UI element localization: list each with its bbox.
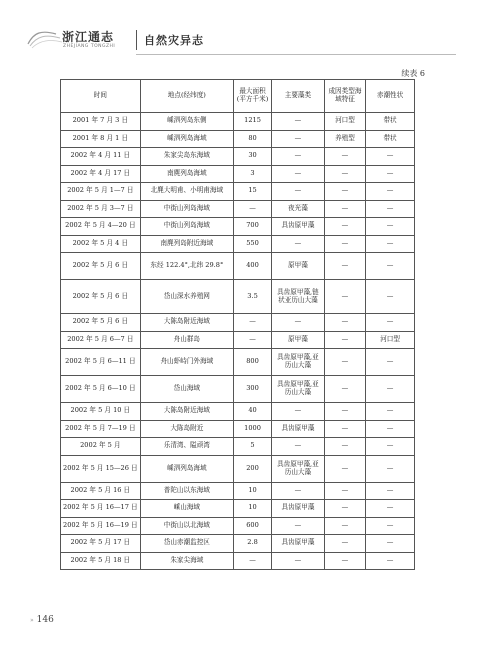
table-body	[61, 113, 415, 570]
cell-area: 700	[234, 218, 272, 236]
cell-species: 原甲藻	[272, 331, 325, 349]
cell-cause-type: —	[324, 280, 365, 314]
cell-location: 嵊泗列岛东侧	[140, 113, 233, 131]
cell-character: —	[366, 218, 415, 236]
logo-subtitle: ZHEJIANG TONGZHI	[63, 44, 116, 49]
cell-location: 中街山以北海域	[140, 517, 233, 535]
cell-date: 2002 年 5 月 4 日	[61, 235, 141, 253]
cell-species: 具齿原甲藻,亚历山大藻	[272, 376, 325, 403]
cell-character: —	[366, 200, 415, 218]
cell-species: 具齿原甲藻,亚历山大藻	[272, 455, 325, 482]
page-arrow-icon: »	[30, 617, 34, 624]
table-row	[61, 148, 415, 166]
cell-character: —	[366, 500, 415, 518]
cell-area: 3	[234, 165, 272, 183]
cell-species: 具齿原甲藻	[272, 535, 325, 553]
cell-cause-type: —	[324, 517, 365, 535]
cell-area: 550	[234, 235, 272, 253]
cell-cause-type: —	[324, 165, 365, 183]
table-row	[61, 314, 415, 332]
table-row	[61, 376, 415, 403]
cell-species: 具齿原甲藻	[272, 218, 325, 236]
cell-cause-type: —	[324, 535, 365, 553]
cell-species: —	[272, 517, 325, 535]
cell-species: 具齿原甲藻	[272, 500, 325, 518]
page-footer	[30, 615, 54, 625]
table-header-row	[61, 80, 415, 113]
cell-cause-type: —	[324, 148, 365, 166]
cell-character: —	[366, 517, 415, 535]
table-row	[61, 235, 415, 253]
table-row	[61, 130, 415, 148]
cell-character: 河口型	[366, 331, 415, 349]
cell-character: —	[366, 183, 415, 201]
cell-area: 600	[234, 517, 272, 535]
cell-species: —	[272, 552, 325, 570]
cell-date: 2001 年 8 月 1 日	[61, 130, 141, 148]
header-divider	[136, 30, 137, 50]
table-row	[61, 552, 415, 570]
cell-location: 中街山列岛海域	[140, 218, 233, 236]
cell-character: —	[366, 235, 415, 253]
logo-wave-icon	[26, 26, 64, 50]
cell-species: —	[272, 183, 325, 201]
cell-species: —	[272, 235, 325, 253]
cell-location: 乐清湾、隘顽湾	[140, 438, 233, 456]
table-row	[61, 218, 415, 236]
cell-area: 800	[234, 349, 272, 376]
cell-date: 2002 年 5 月	[61, 438, 141, 456]
cell-date: 2002 年 4 月 17 日	[61, 165, 141, 183]
cell-date: 2001 年 7 月 3 日	[61, 113, 141, 131]
cell-cause-type: —	[324, 438, 365, 456]
cell-character: —	[366, 535, 415, 553]
cell-date: 2002 年 5 月 6—7 日	[61, 331, 141, 349]
cell-cause-type: —	[324, 218, 365, 236]
table-row	[61, 349, 415, 376]
cell-area: 10	[234, 500, 272, 518]
table-row	[61, 438, 415, 456]
header-rule	[136, 54, 456, 55]
cell-species: 夜光藻	[272, 200, 325, 218]
cell-date: 2002 年 5 月 6 日	[61, 280, 141, 314]
table-row	[61, 253, 415, 280]
cell-location: 中街山列岛海域	[140, 200, 233, 218]
cell-area: 40	[234, 403, 272, 421]
cell-area: 1000	[234, 420, 272, 438]
cell-date: 2002 年 5 月 17 日	[61, 535, 141, 553]
cell-character: —	[366, 455, 415, 482]
cell-cause-type: —	[324, 253, 365, 280]
cell-cause-type: —	[324, 183, 365, 201]
col-header-date: 时间	[61, 80, 141, 113]
cell-area: 300	[234, 376, 272, 403]
cell-character: —	[366, 165, 415, 183]
volume-title: 自然灾异志	[144, 34, 204, 47]
cell-date: 2002 年 5 月 16—19 日	[61, 517, 141, 535]
cell-character: —	[366, 349, 415, 376]
table-row	[61, 500, 415, 518]
cell-location: 东经 122.4°,北纬 29.8°	[140, 253, 233, 280]
table-row	[61, 482, 415, 500]
cell-location: 南麂列岛海域	[140, 165, 233, 183]
table-row	[61, 535, 415, 553]
cell-date: 2002 年 5 月 4—20 日	[61, 218, 141, 236]
cell-character: —	[366, 482, 415, 500]
cell-location: 大陈岛附近	[140, 420, 233, 438]
cell-species: —	[272, 130, 325, 148]
table-continuation-label: 续表 6	[401, 69, 425, 78]
table-row	[61, 165, 415, 183]
cell-date: 2002 年 5 月 18 日	[61, 552, 141, 570]
cell-area: 3.5	[234, 280, 272, 314]
cell-location: 大陈岛附近海域	[140, 314, 233, 332]
col-header-species: 主要藻类	[272, 80, 325, 113]
cell-cause-type: —	[324, 200, 365, 218]
cell-character: —	[366, 280, 415, 314]
cell-character: 带状	[366, 113, 415, 131]
cell-location: 嵊泗列岛海域	[140, 455, 233, 482]
cell-date: 2002 年 5 月 6—11 日	[61, 349, 141, 376]
cell-character: —	[366, 314, 415, 332]
cell-area: 10	[234, 482, 272, 500]
cell-species: 原甲藻	[272, 253, 325, 280]
cell-area: 5	[234, 438, 272, 456]
cell-species: —	[272, 314, 325, 332]
cell-character: —	[366, 253, 415, 280]
cell-cause-type: —	[324, 403, 365, 421]
cell-date: 2002 年 5 月 1—7 日	[61, 183, 141, 201]
cell-species: 具齿原甲藻,亚历山大藻	[272, 349, 325, 376]
cell-species: —	[272, 482, 325, 500]
cell-character: —	[366, 420, 415, 438]
col-header-character: 赤潮性状	[366, 80, 415, 113]
cell-cause-type: —	[324, 349, 365, 376]
cell-area: 30	[234, 148, 272, 166]
cell-date: 2002 年 5 月 16 日	[61, 482, 141, 500]
cell-cause-type: —	[324, 420, 365, 438]
red-tide-table	[60, 79, 415, 570]
cell-character: —	[366, 552, 415, 570]
table-row	[61, 183, 415, 201]
cell-date: 2002 年 5 月 15—26 日	[61, 455, 141, 482]
col-header-location: 地点(经纬度)	[140, 80, 233, 113]
cell-cause-type: —	[324, 455, 365, 482]
cell-species: —	[272, 165, 325, 183]
cell-character: —	[366, 438, 415, 456]
cell-location: 普陀山以东海域	[140, 482, 233, 500]
cell-location: 朱家尖岛东海域	[140, 148, 233, 166]
cell-species: 具齿原甲藻	[272, 420, 325, 438]
cell-species: —	[272, 148, 325, 166]
table-row	[61, 280, 415, 314]
table-row	[61, 420, 415, 438]
cell-date: 2002 年 5 月 6 日	[61, 253, 141, 280]
cell-area: 1215	[234, 113, 272, 131]
cell-area: 80	[234, 130, 272, 148]
col-header-area: 最大面积(平方千米)	[234, 80, 272, 113]
cell-location: 嵊泗列岛海域	[140, 130, 233, 148]
cell-location: 大陈岛附近海域	[140, 403, 233, 421]
cell-area: 200	[234, 455, 272, 482]
cell-location: 岱山深水养殖网	[140, 280, 233, 314]
cell-cause-type: —	[324, 376, 365, 403]
cell-cause-type: 养殖型	[324, 130, 365, 148]
cell-cause-type: —	[324, 500, 365, 518]
cell-location: 岱山海域	[140, 376, 233, 403]
cell-species: —	[272, 403, 325, 421]
cell-date: 2002 年 5 月 6 日	[61, 314, 141, 332]
col-header-cause-type: 成因类型海域特征	[324, 80, 365, 113]
cell-date: 2002 年 5 月 7—19 日	[61, 420, 141, 438]
cell-date: 2002 年 5 月 10 日	[61, 403, 141, 421]
cell-character: 带状	[366, 130, 415, 148]
cell-species: —	[272, 113, 325, 131]
cell-character: —	[366, 148, 415, 166]
cell-cause-type: —	[324, 482, 365, 500]
cell-area: —	[234, 331, 272, 349]
table-row	[61, 517, 415, 535]
page-number: 146	[36, 615, 54, 625]
cell-location: 舟山虾峙门外海域	[140, 349, 233, 376]
table-row	[61, 331, 415, 349]
cell-cause-type: —	[324, 552, 365, 570]
cell-date: 2002 年 4 月 11 日	[61, 148, 141, 166]
cell-location: 岱山赤潮监控区	[140, 535, 233, 553]
cell-area: 15	[234, 183, 272, 201]
cell-area: —	[234, 200, 272, 218]
cell-species: 具齿原甲藻,链状亚历山大藻	[272, 280, 325, 314]
cell-area: —	[234, 552, 272, 570]
cell-location: 北麂大明甫、小明甫海域	[140, 183, 233, 201]
cell-date: 2002 年 5 月 6—10 日	[61, 376, 141, 403]
cell-cause-type: —	[324, 331, 365, 349]
cell-character: —	[366, 403, 415, 421]
page-header	[26, 24, 456, 58]
cell-location: 朱家尖海域	[140, 552, 233, 570]
table-row	[61, 403, 415, 421]
cell-area: —	[234, 314, 272, 332]
cell-location: 舟山群岛	[140, 331, 233, 349]
table-row	[61, 455, 415, 482]
cell-area: 400	[234, 253, 272, 280]
logo-title: 浙江通志	[62, 30, 115, 44]
table-row	[61, 113, 415, 131]
cell-species: —	[272, 438, 325, 456]
cell-location: 嵊山海域	[140, 500, 233, 518]
table-row	[61, 200, 415, 218]
cell-cause-type: —	[324, 235, 365, 253]
cell-character: —	[366, 376, 415, 403]
cell-area: 2.8	[234, 535, 272, 553]
cell-location: 南麂列岛附近海域	[140, 235, 233, 253]
cell-cause-type: 河口型	[324, 113, 365, 131]
cell-date: 2002 年 5 月 3—7 日	[61, 200, 141, 218]
cell-cause-type: —	[324, 314, 365, 332]
cell-date: 2002 年 5 月 16—17 日	[61, 500, 141, 518]
